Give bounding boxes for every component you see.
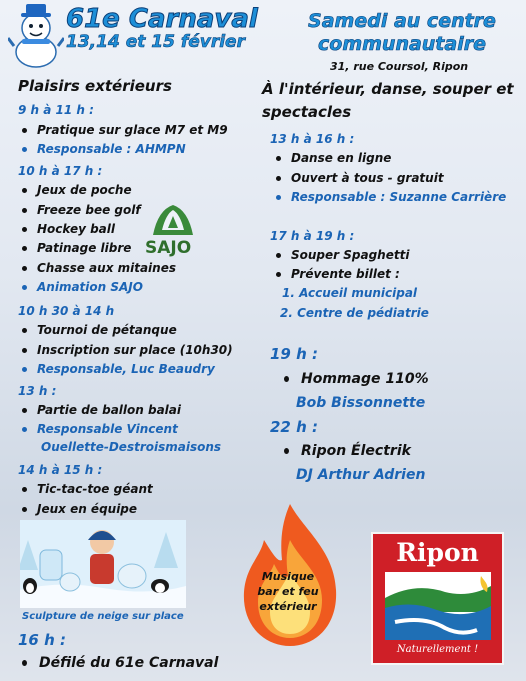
bullet-icon (276, 156, 281, 161)
snow-sculpture-illustration (20, 520, 186, 608)
time-label: 10 h à 17 h : (18, 164, 103, 178)
venue-title (292, 10, 512, 56)
list-item: Danse en ligne (276, 151, 391, 165)
list-item: Ouvert à tous - gratuit (276, 171, 444, 185)
bullet-icon (22, 208, 27, 213)
bullet-icon (276, 195, 281, 200)
bullet-icon (284, 448, 289, 454)
list-item: Prévente billet : (276, 267, 400, 281)
bullet-icon (22, 188, 27, 193)
time-label: 10 h 30 à 14 h (18, 304, 115, 318)
snowman-mascot-icon (8, 2, 64, 68)
list-item: Partie de ballon balai (22, 403, 181, 417)
ripon-logo (371, 532, 504, 665)
numbered-item: 2. Centre de pédiatrie (280, 306, 429, 320)
bullet-icon (276, 253, 281, 258)
bullet-icon (22, 128, 27, 133)
list-item: Chasse aux mitaines (22, 261, 176, 275)
time-label: 19 h : (270, 345, 318, 363)
list-item: Patinage libre (22, 241, 131, 255)
time-label: 16 h : (18, 631, 66, 649)
time-label: 14 h à 15 h : (18, 463, 103, 477)
venue-address: 31, rue Coursol, Ripon (330, 60, 469, 73)
list-item: Ripon Électrik (284, 443, 411, 459)
bullet-icon (22, 246, 27, 251)
bullet-icon (22, 660, 27, 666)
list-item: Jeux en équipe (22, 502, 137, 516)
ripon-logo-word: Ripon (396, 538, 479, 567)
indoor-heading-line1: À l'intérieur, danse, souper et (262, 80, 514, 98)
numbered-item: 1. Accueil municipal (282, 286, 418, 300)
list-item: Hockey ball (22, 222, 115, 236)
bullet-icon (276, 272, 281, 277)
bullet-icon (22, 367, 27, 372)
performer-name: Bob Bissonnette (296, 395, 426, 411)
performer-name: DJ Arthur Adrien (296, 467, 426, 483)
list-item: Pratique sur glace M7 et M9 (22, 123, 228, 137)
fire-caption-line3: extérieur (259, 600, 317, 613)
time-label: 22 h : (270, 418, 318, 436)
list-item: Tic-tac-toe géant (22, 482, 153, 496)
bullet-icon (22, 408, 27, 413)
bullet-icon (22, 348, 27, 353)
list-item: Responsable, Luc Beaudry (22, 362, 215, 376)
list-item: Hommage 110% (284, 371, 429, 387)
venue-title-line1: Samedi au centre (308, 10, 496, 32)
sculpture-caption: Sculpture de neige sur place (22, 611, 184, 622)
list-item: Responsable : AHMPN (22, 142, 186, 156)
outdoor-heading: Plaisirs extérieurs (18, 77, 172, 95)
bullet-icon (22, 507, 27, 512)
bullet-icon (22, 266, 27, 271)
fire-caption (250, 569, 326, 614)
bullet-icon (22, 227, 27, 232)
landscape-icon (385, 572, 491, 640)
bullet-icon (22, 147, 27, 152)
list-item: Jeux de poche (22, 183, 132, 197)
fire-caption-line2: bar et feu (257, 585, 319, 598)
time-label: 17 h à 19 h : (270, 229, 355, 243)
list-item: Responsable : Suzanne Carrière (276, 190, 506, 204)
event-title: 61e Carnaval (66, 4, 258, 34)
sajo-logo-text: SAJO (145, 238, 192, 258)
bullet-icon (276, 176, 281, 181)
sajo-logo-icon (148, 200, 198, 240)
bullet-icon (22, 328, 27, 333)
list-item: Inscription sur place (10h30) (22, 343, 233, 357)
venue-title-line2: communautaire (318, 33, 486, 55)
ripon-slogan: Naturellement ! (396, 644, 479, 655)
list-item: Souper Spaghetti (276, 248, 409, 262)
list-item: Responsable Vincent (22, 422, 178, 436)
indoor-heading-line2: spectacles (262, 103, 352, 121)
list-item: Tournoi de pétanque (22, 323, 177, 337)
time-label: 13 h : (18, 384, 57, 398)
list-item: Animation SAJO (22, 280, 143, 294)
bullet-icon (22, 427, 27, 432)
list-item: Freeze bee golf (22, 203, 141, 217)
bullet-icon (22, 487, 27, 492)
event-dates: 13,14 et 15 février (66, 32, 245, 52)
time-label: 13 h à 16 h : (270, 132, 355, 146)
fire-caption-line1: Musique (261, 570, 315, 583)
list-item-continuation: Ouellette-Destroismaisons (41, 440, 222, 454)
bullet-icon (284, 376, 289, 382)
bullet-icon (22, 285, 27, 290)
time-label: 9 h à 11 h : (18, 103, 94, 117)
list-item: Défilé du 61e Carnaval (22, 655, 218, 671)
